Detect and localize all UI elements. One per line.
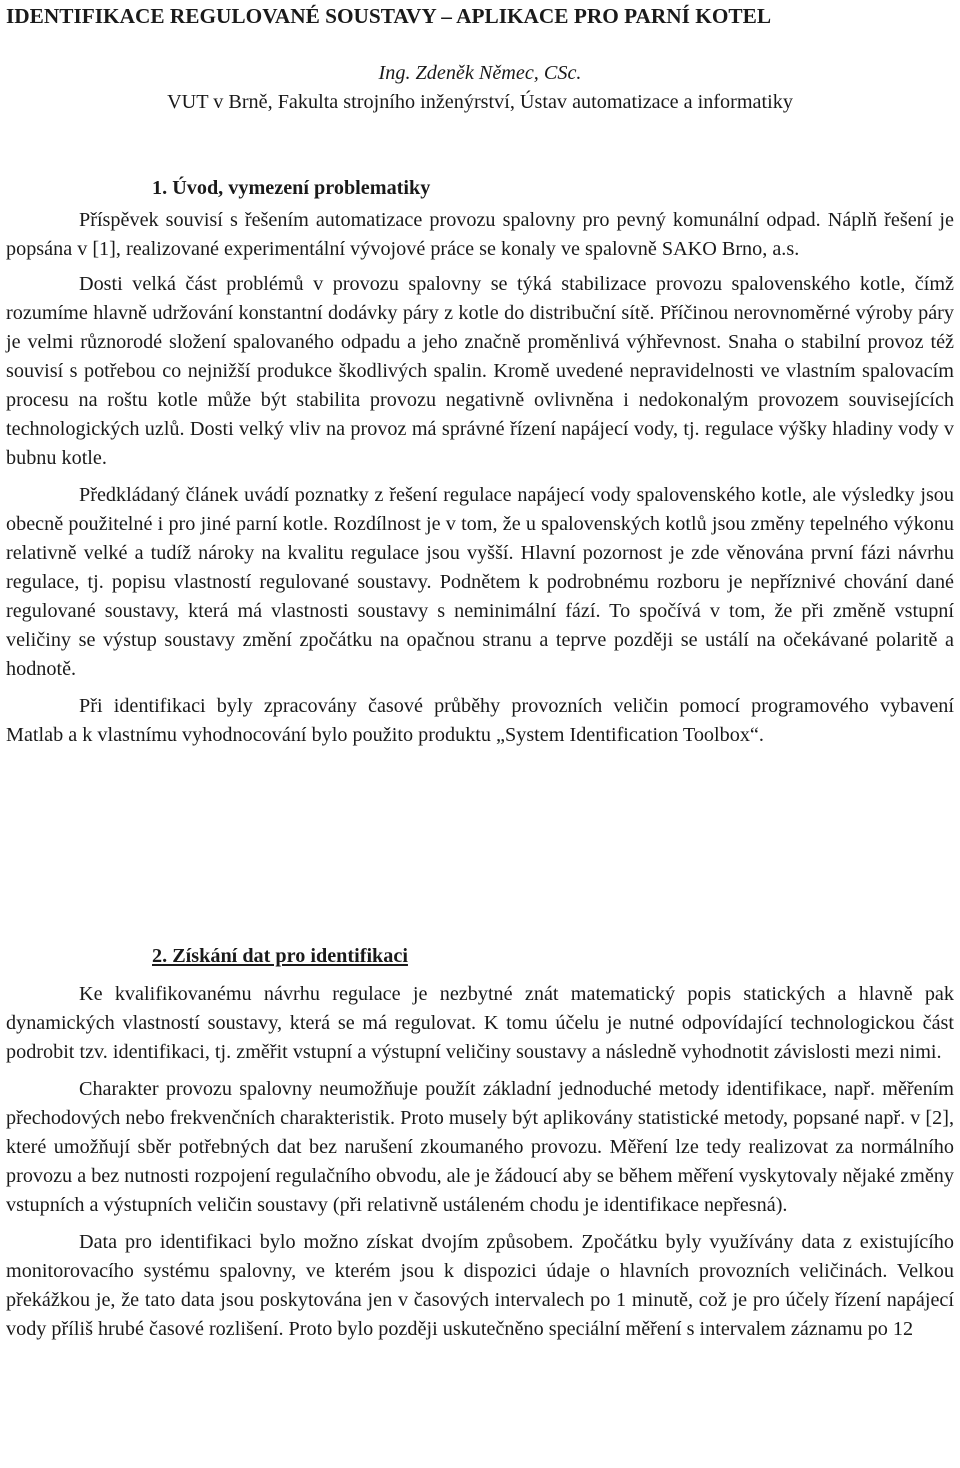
- paragraph: Dosti velká část problémů v provozu spalovny se týká stabilizace provozu spalovenského kotle, čímž rozumíme hlavně udržování konstantní dodávky páry z kotle do distribuční sítě. Příčinou nerovnoměrné výroby páry je velmi různorodé složení spalovaného odpadu a jeho značně proměnlivá výhřevnost. Snaha o stabilní provoz též souvisí s potřebou co nejnižší produkce škodlivých spalin. Kromě uvedené nepravidelnosti ve vlastním spalovacím procesu na roštu kotle může být stabilita provozu negativně ovlivněna i nedokonalým provozem souvisejících technologických uzlů. Dosti velký vliv na provoz má správné řízení napájecí vody, tj. regulace výšky hladiny vody v bubnu kotle.: [6, 273, 954, 469]
- paragraph: Příspěvek souvisí s řešením automatizace provozu spalovny pro pevný komunální odpad. Náplň řešení je popsána v [1], realizované experimentální vývojové práce se konaly ve spalovně SAKO Brno, a.s.: [6, 209, 954, 260]
- paragraph: Ke kvalifikovanému návrhu regulace je nezbytné znát matematický popis statických a hlavně pak dynamických vlastností soustavy, která se má regulovat. K tomu účelu je nutné odpovídající technologickou část podrobit tzv. identifikaci, tj. změřit vstupní a výstupní veličiny soustavy a následně vyhodnotit závislosti mezi nimi.: [6, 983, 954, 1063]
- section-introduction: [6, 174, 954, 750]
- section-heading: 1. Úvod, vymezení problematiky: [152, 177, 431, 199]
- document-title: IDENTIFIKACE REGULOVANÉ SOUSTAVY – APLIKACE PRO PARNÍ KOTEL: [6, 4, 772, 28]
- paragraph: Charakter provozu spalovny neumožňuje použít základní jednoduché metody identifikace, např. měřením přechodových nebo frekvenčních charakteristik. Proto musely být aplikovány statistické metody, popsané např. v [2], které umožňují sběr potřebných dat bez narušení zkoumaného provozu. Měření lze tedy realizovat za normálního provozu a bez nutnosti rozpojení regulačního obvodu, ale je žádoucí aby se během měření vyskytovaly nějaké změny vstupních a výstupních veličin soustavy (při relativně ustáleném chodu je identifikace nepřesná).: [6, 1078, 954, 1216]
- section-heading: [6, 942, 954, 970]
- section-data-acquisition: [6, 942, 954, 1344]
- paragraph: Při identifikaci byly zpracovány časové průběhy provozních veličin pomocí programového vybavení Matlab a k vlastnímu vyhodnocování bylo použito produktu „System Identification Toolbox“.: [6, 695, 954, 746]
- section-heading-text: 2. Získání dat pro identifikaci: [152, 945, 408, 967]
- author-name: Ing. Zdeněk Němec, CSc.: [378, 62, 582, 84]
- paragraph: Data pro identifikaci bylo možno získat dvojím způsobem. Zpočátku byly využívány data z existujícího monitorovacího systému spalovny, ve kterém jsou k dispozici údaje o hlavních provozních veličinách. Velkou překážkou je, že tato data jsou poskytována jen v časových intervalech po 1 minutě, což je pro účely řízení napájecí vody příliš hrubé časové rozlišení. Proto bylo později uskutečněno speciální měření s intervalem záznamu po 12: [6, 1231, 954, 1340]
- paragraph: Předkládaný článek uvádí poznatky z řešení regulace napájecí vody spalovenského kotle, ale výsledky jsou obecně použitelné i pro jiné parní kotle. Rozdílnost je v tom, že u spalovenských kotlů jsou změny tepelného výkonu relativně velké a tudíž nároky na kvalitu regulace jsou vyšší. Hlavní pozornost je zde věnována první fázi návrhu regulace, tj. popisu vlastností regulované soustavy. Podnětem k podrobnému rozboru je nepříznivé chování dané regulované soustavy, která má vlastnosti soustavy s neminimální fází. To spočívá v tom, že při změně vstupní veličiny se výstup soustavy změní zpočátku na opačnou stranu a teprve později se ustálí na očekávané polaritě a hodnotě.: [6, 484, 954, 680]
- author-affiliation: VUT v Brně, Fakulta strojního inženýrství, Ústav automatizace a informatiky: [167, 91, 793, 113]
